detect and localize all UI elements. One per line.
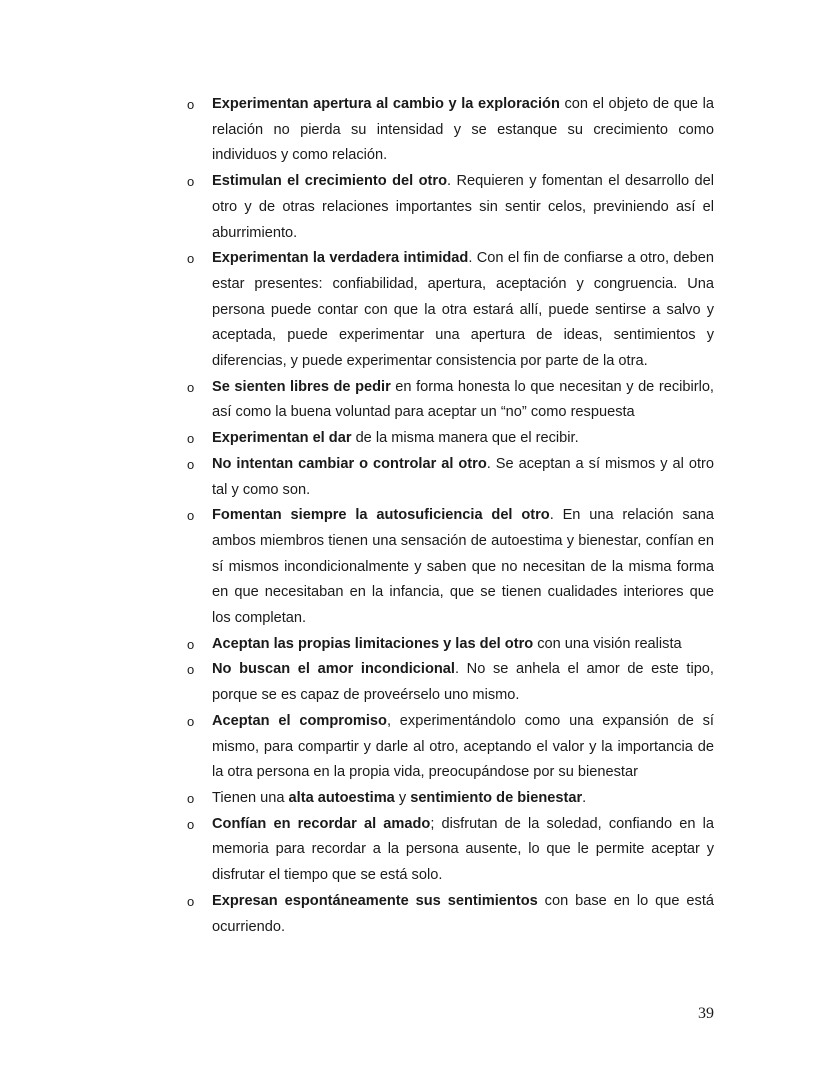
bold-phrase: Aceptan el compromiso xyxy=(212,712,387,729)
bullet-marker: o xyxy=(187,508,195,524)
bullet-marker: o xyxy=(187,893,195,909)
page-number: 39 xyxy=(698,1005,714,1022)
bullet-marker: o xyxy=(187,251,195,267)
bold-phrase: Experimentan la verdadera intimidad xyxy=(212,250,469,267)
body-text: , experimentándolo como una expansión de sí mismo, para compartir y darle al otro, aceptando el valor y la importancia de la otra persona en la propia vida, preocupándose por su bienestar xyxy=(212,712,714,781)
bold-phrase: Se sienten libres de pedir xyxy=(212,378,391,395)
list-item xyxy=(187,503,714,632)
bold-phrase: sentimiento de bienestar xyxy=(410,789,583,806)
bold-phrase: alta autoestima xyxy=(288,789,395,806)
body-text: en forma honesta lo que necesitan y de recibirlo, así como la buena voluntad para aceptar un “no” como respuesta xyxy=(212,378,714,421)
body-text: con base en lo que está ocurriendo. xyxy=(212,892,714,935)
list-item xyxy=(187,786,714,812)
bold-phrase: Estimulan el crecimiento del otro xyxy=(212,173,447,190)
list-item xyxy=(187,169,714,246)
list-item xyxy=(187,709,714,786)
list-item xyxy=(187,657,714,708)
body-text: . xyxy=(582,789,587,806)
body-text: Tienen una xyxy=(212,789,289,806)
list-item xyxy=(187,246,714,375)
body-text: y xyxy=(394,789,411,806)
list-item xyxy=(187,426,714,452)
bullet-list xyxy=(187,92,714,940)
body-text: con el objeto de que la relación no pierda su intensidad y se estanque su crecimiento como individuos y como relación. xyxy=(212,96,714,164)
list-item xyxy=(187,632,714,658)
body-text: . En una relación sana ambos miembros tienen una sensación de autoestima y bienestar, confían en sí mismos incondicionalmente y saben que no necesitan de la misma forma en que necesitaban en la infancia, que se tienen cualidades interiores que los completan. xyxy=(212,507,714,627)
bullet-marker: o xyxy=(187,379,195,395)
bullet-marker: o xyxy=(187,456,195,472)
body-text: con una visión realista xyxy=(533,635,682,652)
bullet-marker: o xyxy=(187,174,195,190)
body-text: . Se aceptan a sí mismos y al otro tal y como son. xyxy=(212,455,714,498)
bold-phrase: Confían en recordar al amado xyxy=(212,815,431,832)
list-item xyxy=(187,889,714,940)
bold-phrase: Experimentan el dar xyxy=(212,430,352,447)
bold-phrase: Aceptan las propias limitaciones y las del otro xyxy=(212,635,534,652)
bold-phrase: Experimentan apertura al cambio y la exploración xyxy=(212,96,560,112)
body-text: ; disfrutan de la soledad, confiando en la memoria para recordar a la persona ausente, lo que le permite aceptar y disfrutar el tiempo que se está solo. xyxy=(212,815,714,884)
bold-phrase: No buscan el amor incondicional xyxy=(212,661,455,678)
bullet-marker: o xyxy=(187,713,195,729)
list-item xyxy=(187,812,714,889)
list-item xyxy=(187,452,714,503)
list-item xyxy=(187,92,714,169)
bold-phrase: No intentan cambiar o controlar al otro xyxy=(212,455,487,472)
body-text: de la misma manera que el recibir. xyxy=(351,430,579,447)
bullet-marker: o xyxy=(187,662,195,678)
bullet-marker: o xyxy=(187,790,195,806)
body-text: . No se anhela el amor de este tipo, porque se es capaz de proveérselo uno mismo. xyxy=(212,661,714,704)
bold-phrase: Expresan espontáneamente sus sentimientos xyxy=(212,892,538,909)
bullet-marker: o xyxy=(187,636,195,652)
list-item xyxy=(187,375,714,426)
bullet-marker: o xyxy=(187,431,195,447)
body-text: . Con el fin de confiarse a otro, deben estar presentes: confiabilidad, apertura, aceptación y congruencia. Una persona puede contar con que la otra estará allí, puede sentirse a salvo y aceptada, puede experimentar una apertura de ideas, sentimientos y diferencias, y puede experimentar consistencia por parte de la otra. xyxy=(212,250,715,370)
bold-phrase: Fomentan siempre la autosuficiencia del otro xyxy=(212,507,550,524)
bullet-marker: o xyxy=(187,97,195,112)
bullet-marker: o xyxy=(187,816,195,832)
body-text: . Requieren y fomentan el desarrollo del otro y de otras relaciones importantes sin sentir celos, previniendo así el aburrimiento. xyxy=(212,173,714,241)
